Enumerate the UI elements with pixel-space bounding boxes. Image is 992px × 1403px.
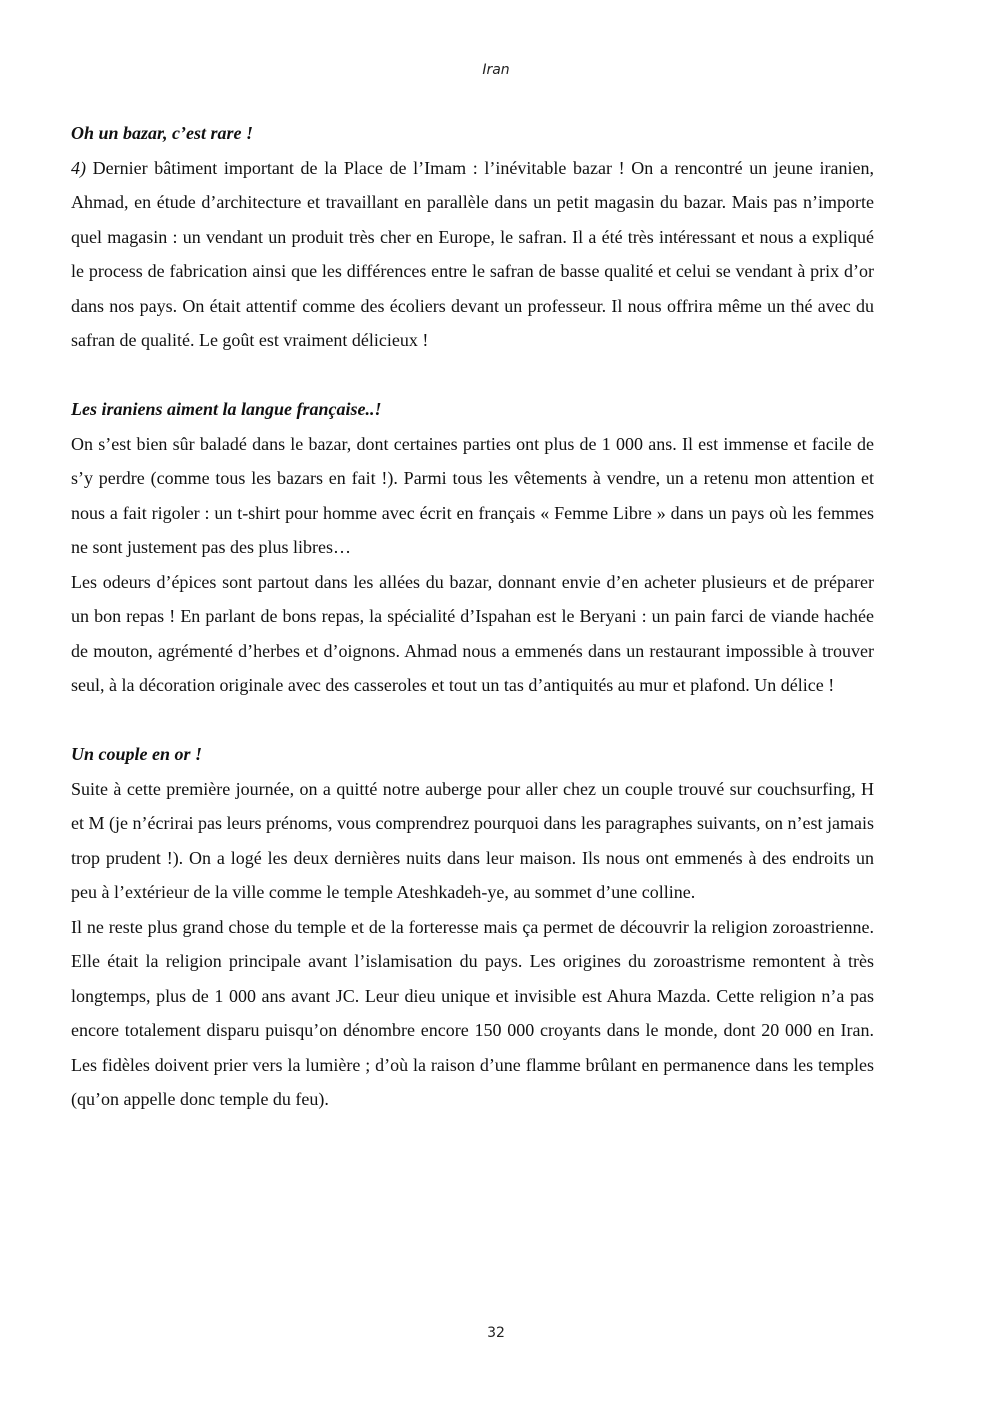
- page-number: 32: [487, 1325, 505, 1341]
- section-couple-en-or: [71, 737, 874, 1117]
- paragraph: Il ne reste plus grand chose du temple et de la forteresse mais ça permet de découvrir la religion zoroastrienne. Elle était la religion principale avant l’islamisation du pays. Les origines du zoroastrisme remontent à très longtemps, plus de 1 000 ans avant JC. Leur dieu unique et invisible est Ahura Mazda. Cette religion n’a pas encore totalement disparu puisqu’on dénombre encore 150 000 croyants dans le monde, dont 20 000 en Iran. Les fidèles doivent prier vers la lumière ; d’où la raison d’une flamme brûlant en permanence dans les temples (qu’on appelle donc temple du feu).: [71, 916, 874, 1109]
- section-title: Les iraniens aiment la langue française..!: [71, 399, 382, 419]
- paragraph-number: 4): [71, 157, 86, 178]
- section-bazar: [71, 116, 874, 358]
- paragraph-text: Dernier bâtiment important de la Place de l’Imam : l’inévitable bazar ! On a rencontré un jeune iranien, Ahmad, en étude d’architecture et travaillant en parallèle dans un petit magasin du bazar. Mais pas n’importe quel magasin : un vendant un produit très cher en Europe, le safran. Il a été très intéressant et nous a expliqué le process de fabrication ainsi que les différences entre le safran de basse qualité et celui se vendant à prix d’or dans nos pays. On était attentif comme des écoliers devant un professeur. Il nous offrira même un thé avec du safran de qualité. Le goût est vraiment délicieux !: [71, 157, 874, 350]
- section-title: Oh un bazar, c’est rare !: [71, 123, 254, 143]
- paragraph: Les odeurs d’épices sont partout dans les allées du bazar, donnant envie d’en acheter plusieurs et de préparer un bon repas ! En parlant de bons repas, la spécialité d’Ispahan est le Beryani : un pain farci de viande hachée de mouton, agrémenté d’herbes et d’oignons. Ahmad nous a emmenés dans un restaurant impossible à trouver seul, à la décoration originale avec des casseroles et tout un tas d’antiquités au mur et plafond. Un délice !: [71, 571, 874, 695]
- page-content: [71, 116, 874, 1117]
- paragraph: On s’est bien sûr baladé dans le bazar, dont certaines parties ont plus de 1 000 ans. Il est immense et facile de s’y perdre (comme tous les bazars en fait !). Parmi tous les vêtements à vendre, un a retenu mon attention et nous a fait rigoler : un t-shirt pour homme avec écrit en français « Femme Libre » dans un pays où les femmes ne sont justement pas des plus libres…: [71, 433, 874, 557]
- paragraph: Suite à cette première journée, on a quitté notre auberge pour aller chez un couple trouvé sur couchsurfing, H et M (je n’écrirai pas leurs prénoms, vous comprendrez pourquoi dans les paragraphes suivants, on n’est jamais trop prudent !). On a logé les deux dernières nuits dans leur maison. Ils nous ont emmenés à des endroits un peu à l’extérieur de la ville comme le temple Ateshkadeh-ye, au sommet d’une colline.: [71, 778, 874, 902]
- section-langue-francaise: [71, 392, 874, 703]
- running-header: Iran: [482, 62, 510, 78]
- paragraph: [71, 151, 874, 358]
- section-title: Un couple en or !: [71, 744, 203, 764]
